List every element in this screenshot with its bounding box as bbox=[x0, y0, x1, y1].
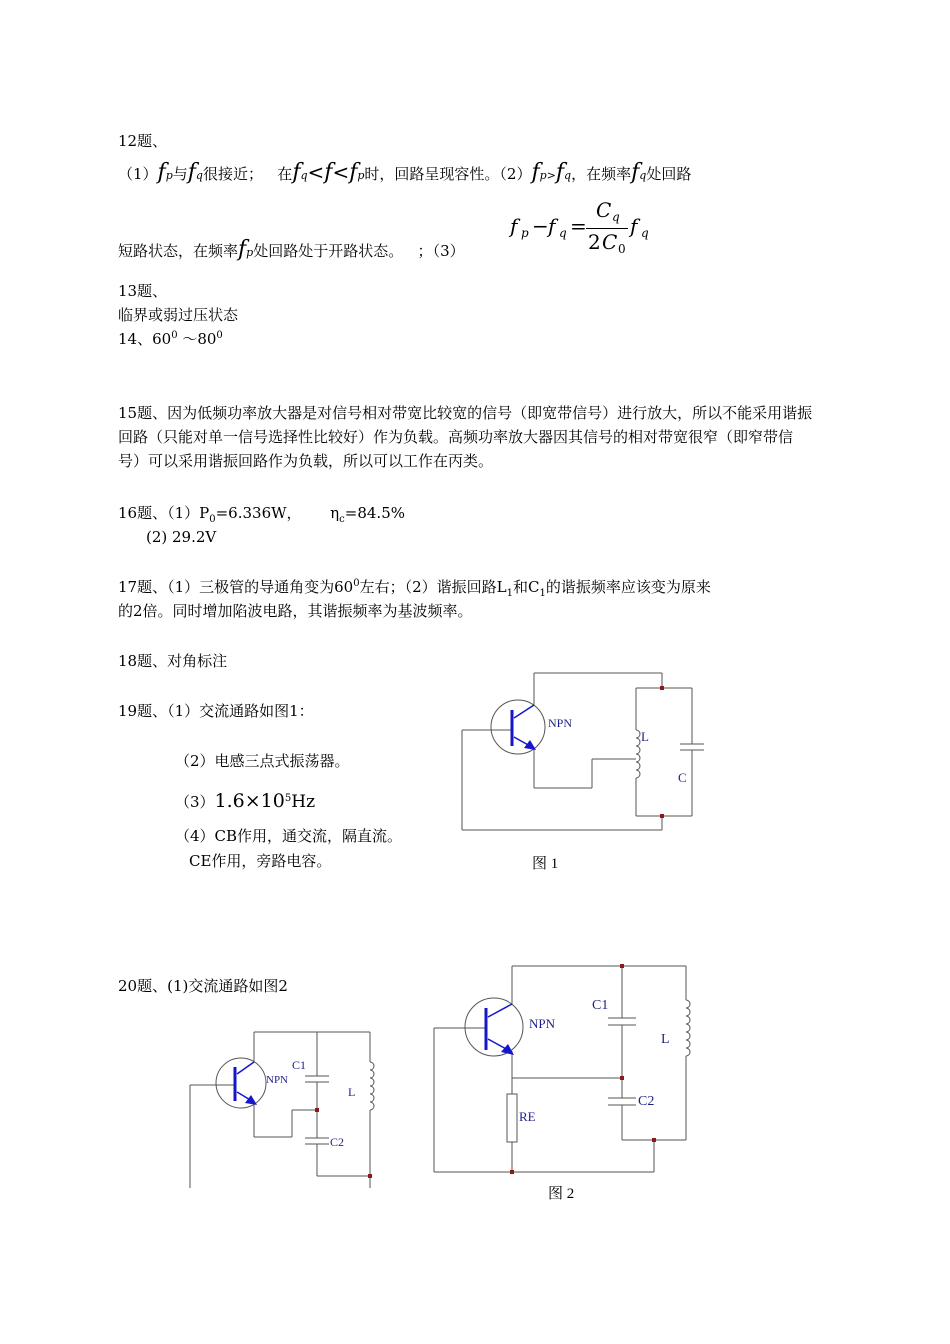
q13-answer: 临界或弱过压状态 bbox=[118, 306, 239, 324]
fig1-transistor-collector bbox=[514, 705, 534, 718]
fig1-node bbox=[660, 686, 664, 690]
sym-q: q bbox=[639, 169, 647, 182]
sym-q: q bbox=[300, 169, 308, 182]
q17-sub2: 1 bbox=[539, 588, 546, 599]
q17-sup: 0 bbox=[353, 578, 360, 589]
q12-close: 很接近； bbox=[202, 165, 263, 183]
q12-p2-label: （2） bbox=[499, 165, 532, 183]
q12-l2-sep: ； bbox=[417, 242, 433, 260]
small-npn-label: NPN bbox=[266, 1074, 289, 1086]
fig1-transistor-symbol bbox=[512, 705, 536, 750]
fig1-nodes bbox=[660, 686, 664, 818]
q19-line5: CE作用，旁路电容。 bbox=[189, 852, 332, 870]
fig2-transistor-collector bbox=[488, 1004, 512, 1017]
small-transistor-symbol bbox=[235, 1062, 257, 1105]
fig2-c1-label: C1 bbox=[592, 998, 609, 1013]
q12-and: 与 bbox=[172, 165, 188, 183]
fig2-node bbox=[652, 1138, 656, 1142]
q19-line1: 19题、（1）交流通路如图1： bbox=[118, 702, 314, 720]
figure-2-circuit bbox=[434, 966, 690, 1172]
sym-f: f bbox=[187, 160, 196, 185]
q14-mid: ～80 bbox=[177, 330, 217, 348]
q14-prefix: 14、60 bbox=[118, 330, 172, 348]
fig1-caption: 图 1 bbox=[532, 856, 559, 872]
fig1-transistor-circle bbox=[491, 700, 545, 754]
fig2-c2-label: C2 bbox=[638, 1094, 655, 1109]
q17-a: 17题、（1）三极管的导通角变为60 bbox=[118, 578, 354, 596]
small-c2-label: C2 bbox=[330, 1135, 345, 1149]
figure-1-circuit bbox=[462, 673, 704, 830]
q12-when: 时，回路呈现容性。 bbox=[364, 165, 500, 183]
sym-p: p bbox=[165, 169, 173, 182]
q17-line2: 的2倍。同时增加陷波电路，其谐振频率为基波频率。 bbox=[118, 602, 473, 620]
fig2-caption: 图 2 bbox=[548, 1186, 575, 1202]
sym-q: q bbox=[612, 210, 620, 224]
sym-f: f bbox=[631, 160, 640, 185]
small-node bbox=[315, 1108, 319, 1112]
fig2-transistor-circle bbox=[465, 998, 523, 1056]
sym-f: f bbox=[238, 237, 247, 262]
fig1-inductor-coil bbox=[636, 730, 640, 778]
sym-q: q bbox=[195, 169, 203, 182]
sym-two: 2 bbox=[588, 230, 601, 254]
sym-f: f bbox=[324, 160, 333, 185]
q16-val1: =6.336W， bbox=[215, 504, 302, 522]
q16-sub1: 0 bbox=[209, 514, 216, 525]
q12-title: 12题、 bbox=[118, 132, 168, 150]
fig2-transistor-symbol bbox=[486, 1004, 514, 1055]
small-emitter-arrow-icon bbox=[245, 1095, 257, 1105]
fig2-node bbox=[620, 964, 624, 968]
q19-l3-unit: Hz bbox=[291, 792, 316, 812]
small-inductor-coil bbox=[370, 1062, 374, 1110]
sym-f: f bbox=[292, 160, 301, 185]
q13-title: 13题、 bbox=[118, 282, 168, 300]
sym-q: q bbox=[641, 226, 649, 240]
small-transistor-circle bbox=[216, 1058, 266, 1108]
sym-C: C bbox=[602, 230, 618, 254]
sym-f: f bbox=[555, 160, 565, 185]
fig2-L-label: L bbox=[661, 1032, 670, 1047]
q12-at: 在 bbox=[277, 165, 293, 183]
q12-p3-label: （3） bbox=[432, 242, 465, 260]
fig1-node bbox=[660, 814, 664, 818]
q17-d: 的谐振频率应该变为原来 bbox=[545, 578, 711, 596]
q12-l2-text1: 短路状态，在频率 bbox=[118, 242, 239, 260]
fig2-node bbox=[510, 1170, 514, 1174]
sym-C: C bbox=[596, 198, 612, 222]
q19-line4: （4）CB作用，通交流，隔直流。 bbox=[175, 827, 403, 845]
q18-text: 18题、对角标注 bbox=[118, 652, 228, 670]
q14-sup2: 0 bbox=[216, 330, 223, 341]
sym-lt: < bbox=[307, 160, 325, 184]
q17-c: 和C bbox=[512, 578, 540, 596]
sym-q: q bbox=[559, 226, 567, 240]
fig2-nodes bbox=[510, 964, 656, 1174]
q15-paragraph: 15题、因为低频功率放大器是对信号相对带宽比较宽的信号（即宽带信号）进行放大，所以不能采用谐振回路（只能对单一信号选择性比较好）作为负载。高频功率放大器因其信号的相对带宽很窄（即窄带信号）可以采用谐振回路作为负载，所以可以工作在丙类。 bbox=[118, 404, 813, 470]
small-node bbox=[368, 1174, 372, 1178]
sym-f: f bbox=[510, 214, 518, 238]
q19-line2: （2）电感三点式振荡器。 bbox=[175, 752, 350, 770]
sym-minus: − bbox=[532, 214, 549, 238]
sym-p: p bbox=[521, 226, 529, 240]
q16-prefix: 16题、（1）P bbox=[118, 504, 210, 522]
fig2-re-label: RE bbox=[519, 1109, 536, 1124]
sym-f: f bbox=[531, 160, 540, 185]
sym-f: f bbox=[630, 214, 638, 238]
q16-sub2: c bbox=[339, 514, 345, 525]
q19-l3-sup: 5 bbox=[284, 793, 292, 804]
fig1-C-label: C bbox=[678, 770, 687, 785]
q16-line2: (2) 29.2V bbox=[146, 528, 217, 546]
sym-p: p bbox=[539, 169, 547, 182]
q17-b: 左右；（2）谐振回路L bbox=[359, 578, 507, 596]
q19-l3-label: （3） bbox=[175, 793, 215, 811]
small-transistor-collector bbox=[237, 1062, 254, 1074]
sym-f: f bbox=[548, 214, 556, 238]
q19-l3-value: 1.6×10 bbox=[214, 790, 285, 812]
sym-zero: 0 bbox=[618, 242, 626, 256]
q12-l2-text2: 处回路处于开路状态。 bbox=[253, 242, 404, 260]
sym-f: f bbox=[349, 160, 358, 185]
q16-val2: =84.5% bbox=[344, 504, 405, 522]
q12-p2-text2: 处回路 bbox=[646, 165, 692, 183]
sym-p: p bbox=[357, 169, 365, 182]
fig2-node bbox=[620, 1076, 624, 1080]
fig1-emitter-arrow-icon bbox=[524, 740, 536, 750]
fig2-resistor-re bbox=[507, 1094, 517, 1142]
sym-gt: > bbox=[546, 169, 556, 182]
fig1-npn-label: NPN bbox=[548, 716, 573, 730]
sym-eq: = bbox=[570, 214, 587, 238]
q16-eta: η bbox=[330, 504, 340, 522]
q14-sup1: 0 bbox=[171, 330, 178, 341]
small-L-label: L bbox=[348, 1085, 356, 1099]
q17-sub1: 1 bbox=[506, 588, 513, 599]
sym-lt: < bbox=[332, 160, 350, 184]
q12-p2-text: ，在频率 bbox=[571, 165, 632, 183]
sym-p: p bbox=[246, 246, 254, 259]
small-c1-label: C1 bbox=[292, 1058, 307, 1072]
fig2-npn-label: NPN bbox=[529, 1016, 556, 1031]
small-figure-circuit bbox=[190, 1032, 374, 1188]
q20-line1: 20题、(1)交流通路如图2 bbox=[118, 977, 288, 995]
sym-q: q bbox=[564, 169, 572, 182]
fig2-inductor-coil bbox=[686, 1000, 690, 1056]
sym-f: f bbox=[157, 160, 166, 185]
q12-p1-label: （1） bbox=[118, 165, 158, 183]
fig1-L-label: L bbox=[641, 729, 649, 744]
